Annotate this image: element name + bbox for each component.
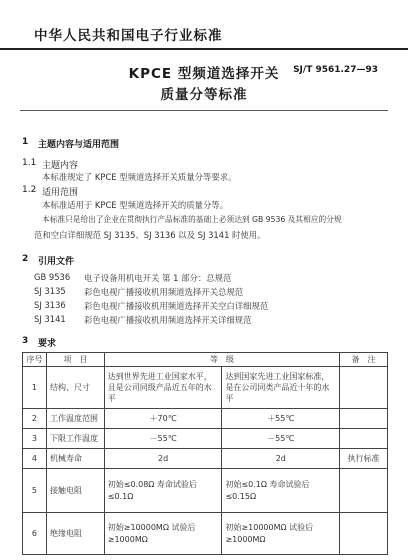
row-item: 绝缘电阻 (46, 513, 104, 555)
row-item: 结构、尺寸 (46, 367, 104, 409)
ref-code: GB 9536 (34, 272, 71, 282)
ref-code: SJ 3136 (34, 300, 66, 310)
row-no: 4 (23, 449, 47, 469)
table-row (23, 469, 388, 513)
requirements-table (22, 352, 388, 555)
section-1-1-title: 主题内容 (42, 161, 79, 171)
industry-standard-header: 中华人民共和国电子行业标准 (34, 28, 223, 44)
title-line-2: 质量分等标准 (160, 87, 248, 103)
table-row (23, 367, 388, 409)
section-2-number: 2 (22, 254, 29, 264)
standard-number: SJ/T 9561.27—93 (293, 65, 378, 75)
row-grade-a: 2d (104, 449, 222, 469)
section-1-title: 主题内容与适用范围 (38, 140, 120, 150)
row-grade-a: ＋70℃ (104, 409, 222, 429)
row-remark (340, 367, 388, 409)
row-item: 机械寿命 (46, 449, 104, 469)
row-no: 1 (23, 367, 47, 409)
ref-code: SJ 3135 (34, 286, 66, 296)
row-grade-b: 初始≤0.1Ω 寿命试验后≤0.15Ω (222, 469, 340, 513)
row-grade-b: 2d (222, 449, 340, 469)
row-grade-a: 达到世界先进工业国家水平，且是公司同级产品近五年的水平 (104, 367, 222, 409)
row-item: 接触电阻 (46, 469, 104, 513)
row-grade-b: 达到国家先进工业国家标准，是在公司同类产品近十年的水平 (222, 367, 340, 409)
section-1-2-number: 1.2 (22, 185, 37, 195)
section-3-number: 3 (22, 336, 29, 346)
section-2-title: 引用文件 (38, 257, 75, 267)
row-no: 6 (23, 513, 47, 555)
section-1-2-line-3: 范和空白详细规范 SJ 3135、SJ 3136 以及 SJ 3141 时使用。 (34, 230, 266, 240)
row-remark (340, 469, 388, 513)
row-no: 3 (23, 429, 47, 449)
header-remark: 备 注 (340, 353, 388, 367)
header-no: 序号 (23, 353, 47, 367)
table-row (23, 429, 388, 449)
row-grade-a: 初始≥10000MΩ 试验后≥1000MΩ (104, 513, 222, 555)
ref-name: 电子设备用机电开关 第 1 部分：总规范 (84, 273, 232, 283)
row-no: 5 (23, 469, 47, 513)
row-grade-a: －55℃ (104, 429, 222, 449)
ref-name: 彩色电视广播接收机用频道选择开关空白详细规范 (84, 301, 269, 311)
row-remark (340, 513, 388, 555)
ref-name: 彩色电视广播接收机用频道选择开关详细规范 (84, 315, 252, 325)
header-item: 项 目 (46, 353, 104, 367)
section-1-1-text: 本标准规定了 KPCE 型频道选择开关质量分等要求。 (42, 172, 237, 182)
title-line-1: KPCE 型频道选择开关 (128, 66, 280, 82)
row-item: 下限工作温度 (46, 429, 104, 449)
header-grade: 等 级 (104, 353, 339, 367)
row-grade-b: 初始≥10000MΩ 试验后≥1000MΩ (222, 513, 340, 555)
section-1-number: 1 (22, 137, 29, 147)
ref-name: 彩色电视广播接收机用频道选择开关总规范 (84, 287, 244, 297)
table-row (23, 513, 388, 555)
section-3-title: 要求 (38, 339, 57, 349)
section-1-2-title: 适用范围 (42, 188, 79, 198)
section-1-1-number: 1.1 (22, 158, 37, 168)
table-header-row (23, 353, 388, 367)
row-item: 工作温度范围 (46, 409, 104, 429)
table-row (23, 449, 388, 469)
row-remark (340, 409, 388, 429)
section-1-2-line-1: 本标准适用于 KPCE 型频道选择开关的质量分等。 (42, 200, 229, 210)
row-grade-b: ＋55℃ (222, 409, 340, 429)
title-rule (20, 110, 388, 111)
row-remark (340, 429, 388, 449)
row-grade-b: －55℃ (222, 429, 340, 449)
section-1-2-line-2: 本标准只是给出了企业在贯彻执行产品标准的基础上必须达到 GB 9536 及其相应的分规 (42, 215, 342, 224)
table-row (23, 409, 388, 429)
row-grade-a: 初始≤0.08Ω 寿命试验后≤0.1Ω (104, 469, 222, 513)
row-remark: 执行标准 (340, 449, 388, 469)
row-no: 2 (23, 409, 47, 429)
header-rule (0, 48, 408, 50)
ref-code: SJ 3141 (34, 314, 66, 324)
